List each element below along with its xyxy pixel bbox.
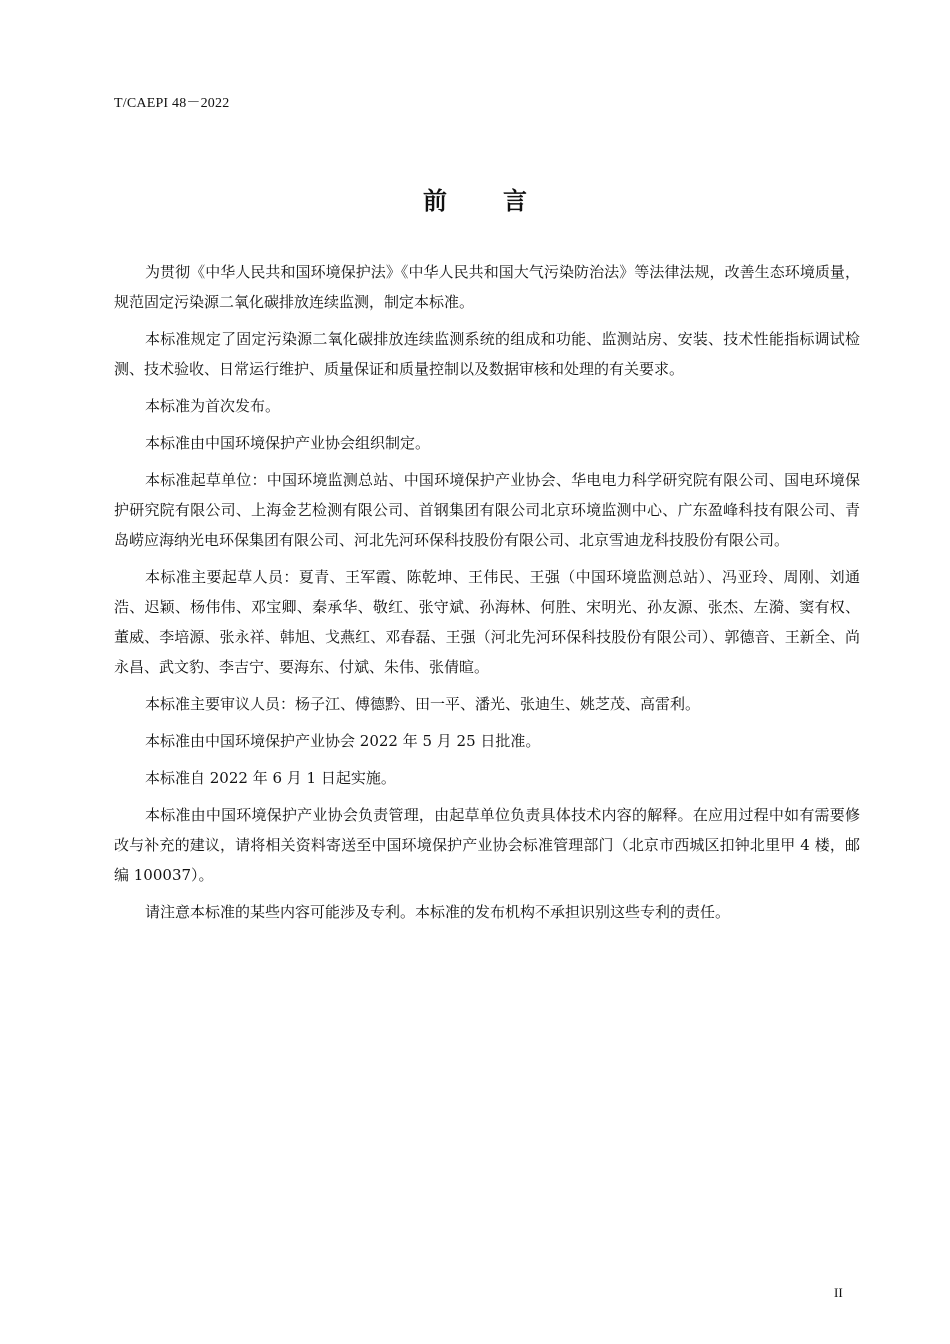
paragraph-first-release: 本标准为首次发布。 xyxy=(145,397,281,415)
paragraph-approval: 本标准由中国环境保护产业协会 2022 年 5 月 25 日批准。 xyxy=(145,732,541,750)
paragraph-drafters: 本标准主要起草人员：夏青、王军霞、陈乾坤、王伟民、王强（中国环境监测总站）、冯亚玲、周刚、刘通浩、迟颖、杨伟伟、邓宝卿、秦承华、敬红、张守斌、孙海林、何胜、宋明光、孙友源、张杰、左漪、窦有权、董威、李培源、张永祥、韩旭、戈燕红、邓春磊、王强（河北先河环保科技股份有限公司）、郭德音、王新全、尚永昌、武文豹、李吉宁、要海东、付斌、朱伟、张倩暄。 xyxy=(114,568,860,676)
paragraph-organizer: 本标准由中国环境保护产业协会组织制定。 xyxy=(145,434,431,452)
paragraph-drafting-units: 本标准起草单位：中国环境监测总站、中国环境保护产业协会、华电电力科学研究院有限公司、国电环境保护研究院有限公司、上海金艺检测有限公司、首钢集团有限公司北京环境监测中心、广东盈峰科技有限公司、青岛崂应海纳光电环保集团有限公司、河北先河环保科技股份有限公司、北京雪迪龙科技股份有限公司。 xyxy=(114,471,860,549)
standard-code: T/CAEPI 48－2022 xyxy=(114,96,230,111)
foreword-body xyxy=(114,257,860,934)
paragraph-effective-date: 本标准自 2022 年 6 月 1 日起实施。 xyxy=(145,769,396,787)
paragraph-patent-notice: 请注意本标准的某些内容可能涉及专利。本标准的发布机构不承担识别这些专利的责任。 xyxy=(145,903,731,921)
paragraph-purpose: 为贯彻《中华人民共和国环境保护法》《中华人民共和国大气污染防治法》等法律法规，改善生态环境质量，规范固定污染源二氧化碳排放连续监测，制定本标准。 xyxy=(114,263,860,311)
paragraph-scope: 本标准规定了固定污染源二氧化碳排放连续监测系统的组成和功能、监测站房、安装、技术性能指标调试检测、技术验收、日常运行维护、质量保证和质量控制以及数据审核和处理的有关要求。 xyxy=(114,330,860,378)
page-title: 前言 xyxy=(423,187,583,215)
paragraph-management: 本标准由中国环境保护产业协会负责管理，由起草单位负责具体技术内容的解释。在应用过程中如有需要修改与补充的建议，请将相关资料寄送至中国环境保护产业协会标准管理部门（北京市西城区扣钟北里甲 4 楼，邮编 100037）。 xyxy=(114,806,860,884)
paragraph-reviewers: 本标准主要审议人员：杨子江、傅德黔、田一平、潘光、张迪生、姚芝茂、高雷利。 xyxy=(145,695,701,713)
page-number: II xyxy=(834,1285,843,1300)
